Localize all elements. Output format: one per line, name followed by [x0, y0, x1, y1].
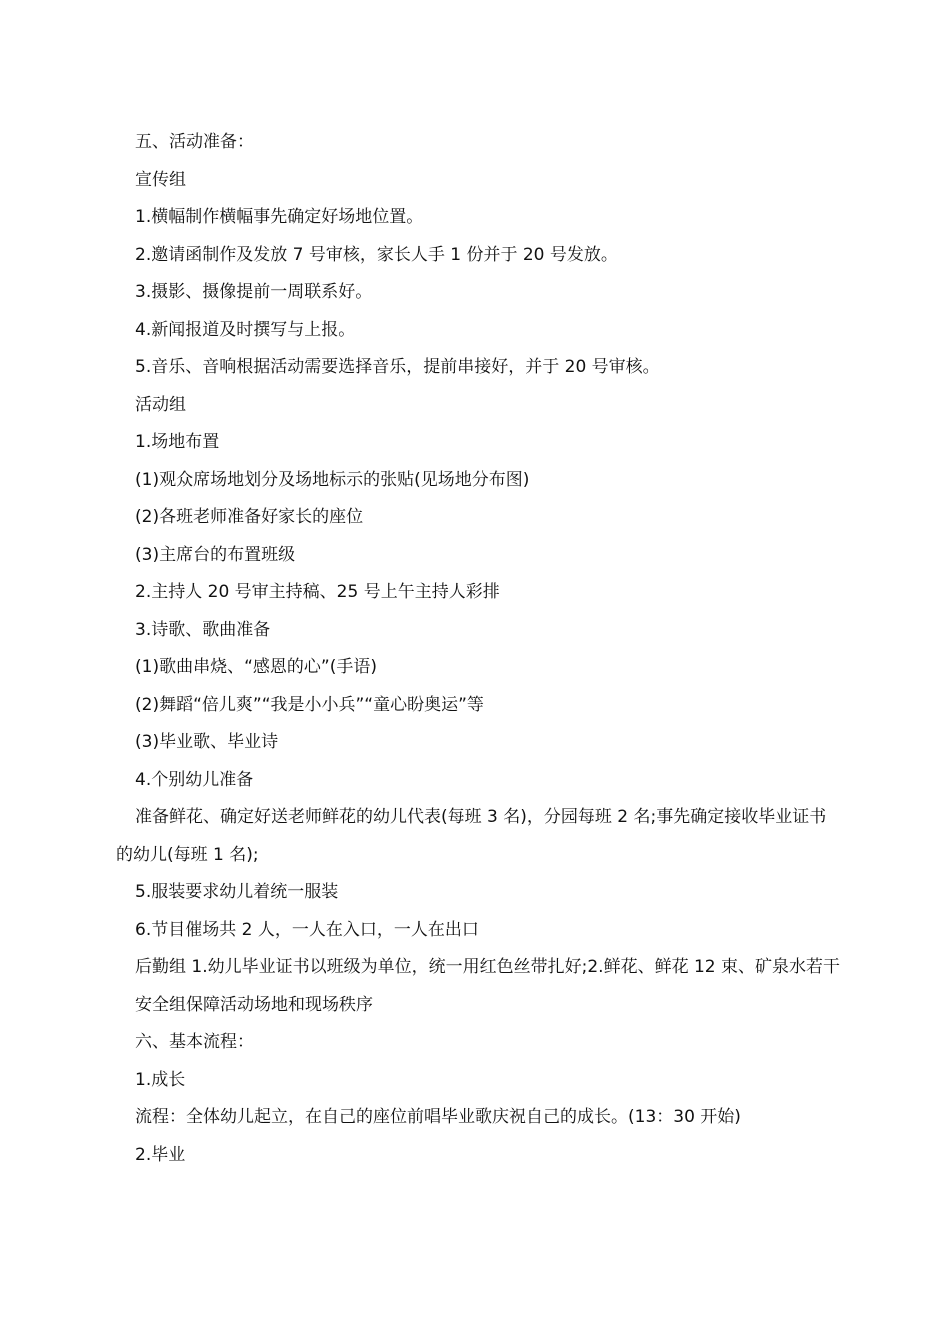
- section-heading-preparation: 五、活动准备：: [135, 132, 254, 152]
- sub-list-item: (3)主席台的布置班级: [135, 544, 296, 565]
- group-heading-activity: 活动组: [135, 394, 186, 415]
- sub-list-item: (3)毕业歌、毕业诗: [135, 732, 279, 752]
- section-heading-process: 六、基本流程：: [135, 1032, 254, 1052]
- sub-list-item: (1)观众席场地划分及场地标示的张贴(见场地分布图): [135, 469, 530, 490]
- list-item: 5.音乐、音响根据活动需要选择音乐，提前串接好，并于 20 号审核。: [135, 357, 660, 377]
- list-item: 3.诗歌、歌曲准备: [135, 619, 271, 640]
- list-item: 4.个别幼儿准备: [135, 769, 254, 790]
- list-item: 1.成长: [135, 1069, 186, 1090]
- paragraph-logistics: 后勤组 1.幼儿毕业证书以班级为单位，统一用红色丝带扎好;2.鲜花、鲜花 12 束、矿泉水若干: [135, 957, 841, 977]
- list-item: 1.横幅制作横幅事先确定好场地位置。: [135, 207, 424, 227]
- list-item: 2.毕业: [135, 1144, 186, 1165]
- list-item: 1.场地布置: [135, 432, 220, 452]
- list-item: 3.摄影、摄像提前一周联系好。: [135, 282, 373, 302]
- document-body: [116, 124, 840, 1174]
- list-item: 2.主持人 20 号审主持稿、25 号上午主持人彩排: [135, 582, 500, 602]
- sub-list-item: (1)歌曲串烧、“感恩的心”(手语): [135, 657, 377, 677]
- list-item: 2.邀请函制作及发放 7 号审核，家长人手 1 份并于 20 号发放。: [135, 244, 618, 265]
- sub-list-item: (2)各班老师准备好家长的座位: [135, 507, 364, 527]
- list-item: 4.新闻报道及时撰写与上报。: [135, 319, 356, 340]
- paragraph-security: 安全组保障活动场地和现场秩序: [135, 994, 373, 1015]
- paragraph: 准备鲜花、确定好送老师鲜花的幼儿代表(每班 3 名)，分园每班 2 名;事先确定接收毕业证书的幼儿(每班 1 名);: [116, 807, 827, 865]
- group-heading-publicity: 宣传组: [135, 169, 186, 190]
- paragraph: 流程：全体幼儿起立，在自己的座位前唱毕业歌庆祝自己的成长。(13：30 开始): [135, 1107, 741, 1127]
- list-item: 6.节目催场共 2 人，一人在入口，一人在出口: [135, 919, 479, 940]
- list-item: 5.服装要求幼儿着统一服装: [135, 882, 339, 902]
- sub-list-item: (2)舞蹈“倍儿爽”“我是小小兵”“童心盼奥运”等: [135, 694, 484, 715]
